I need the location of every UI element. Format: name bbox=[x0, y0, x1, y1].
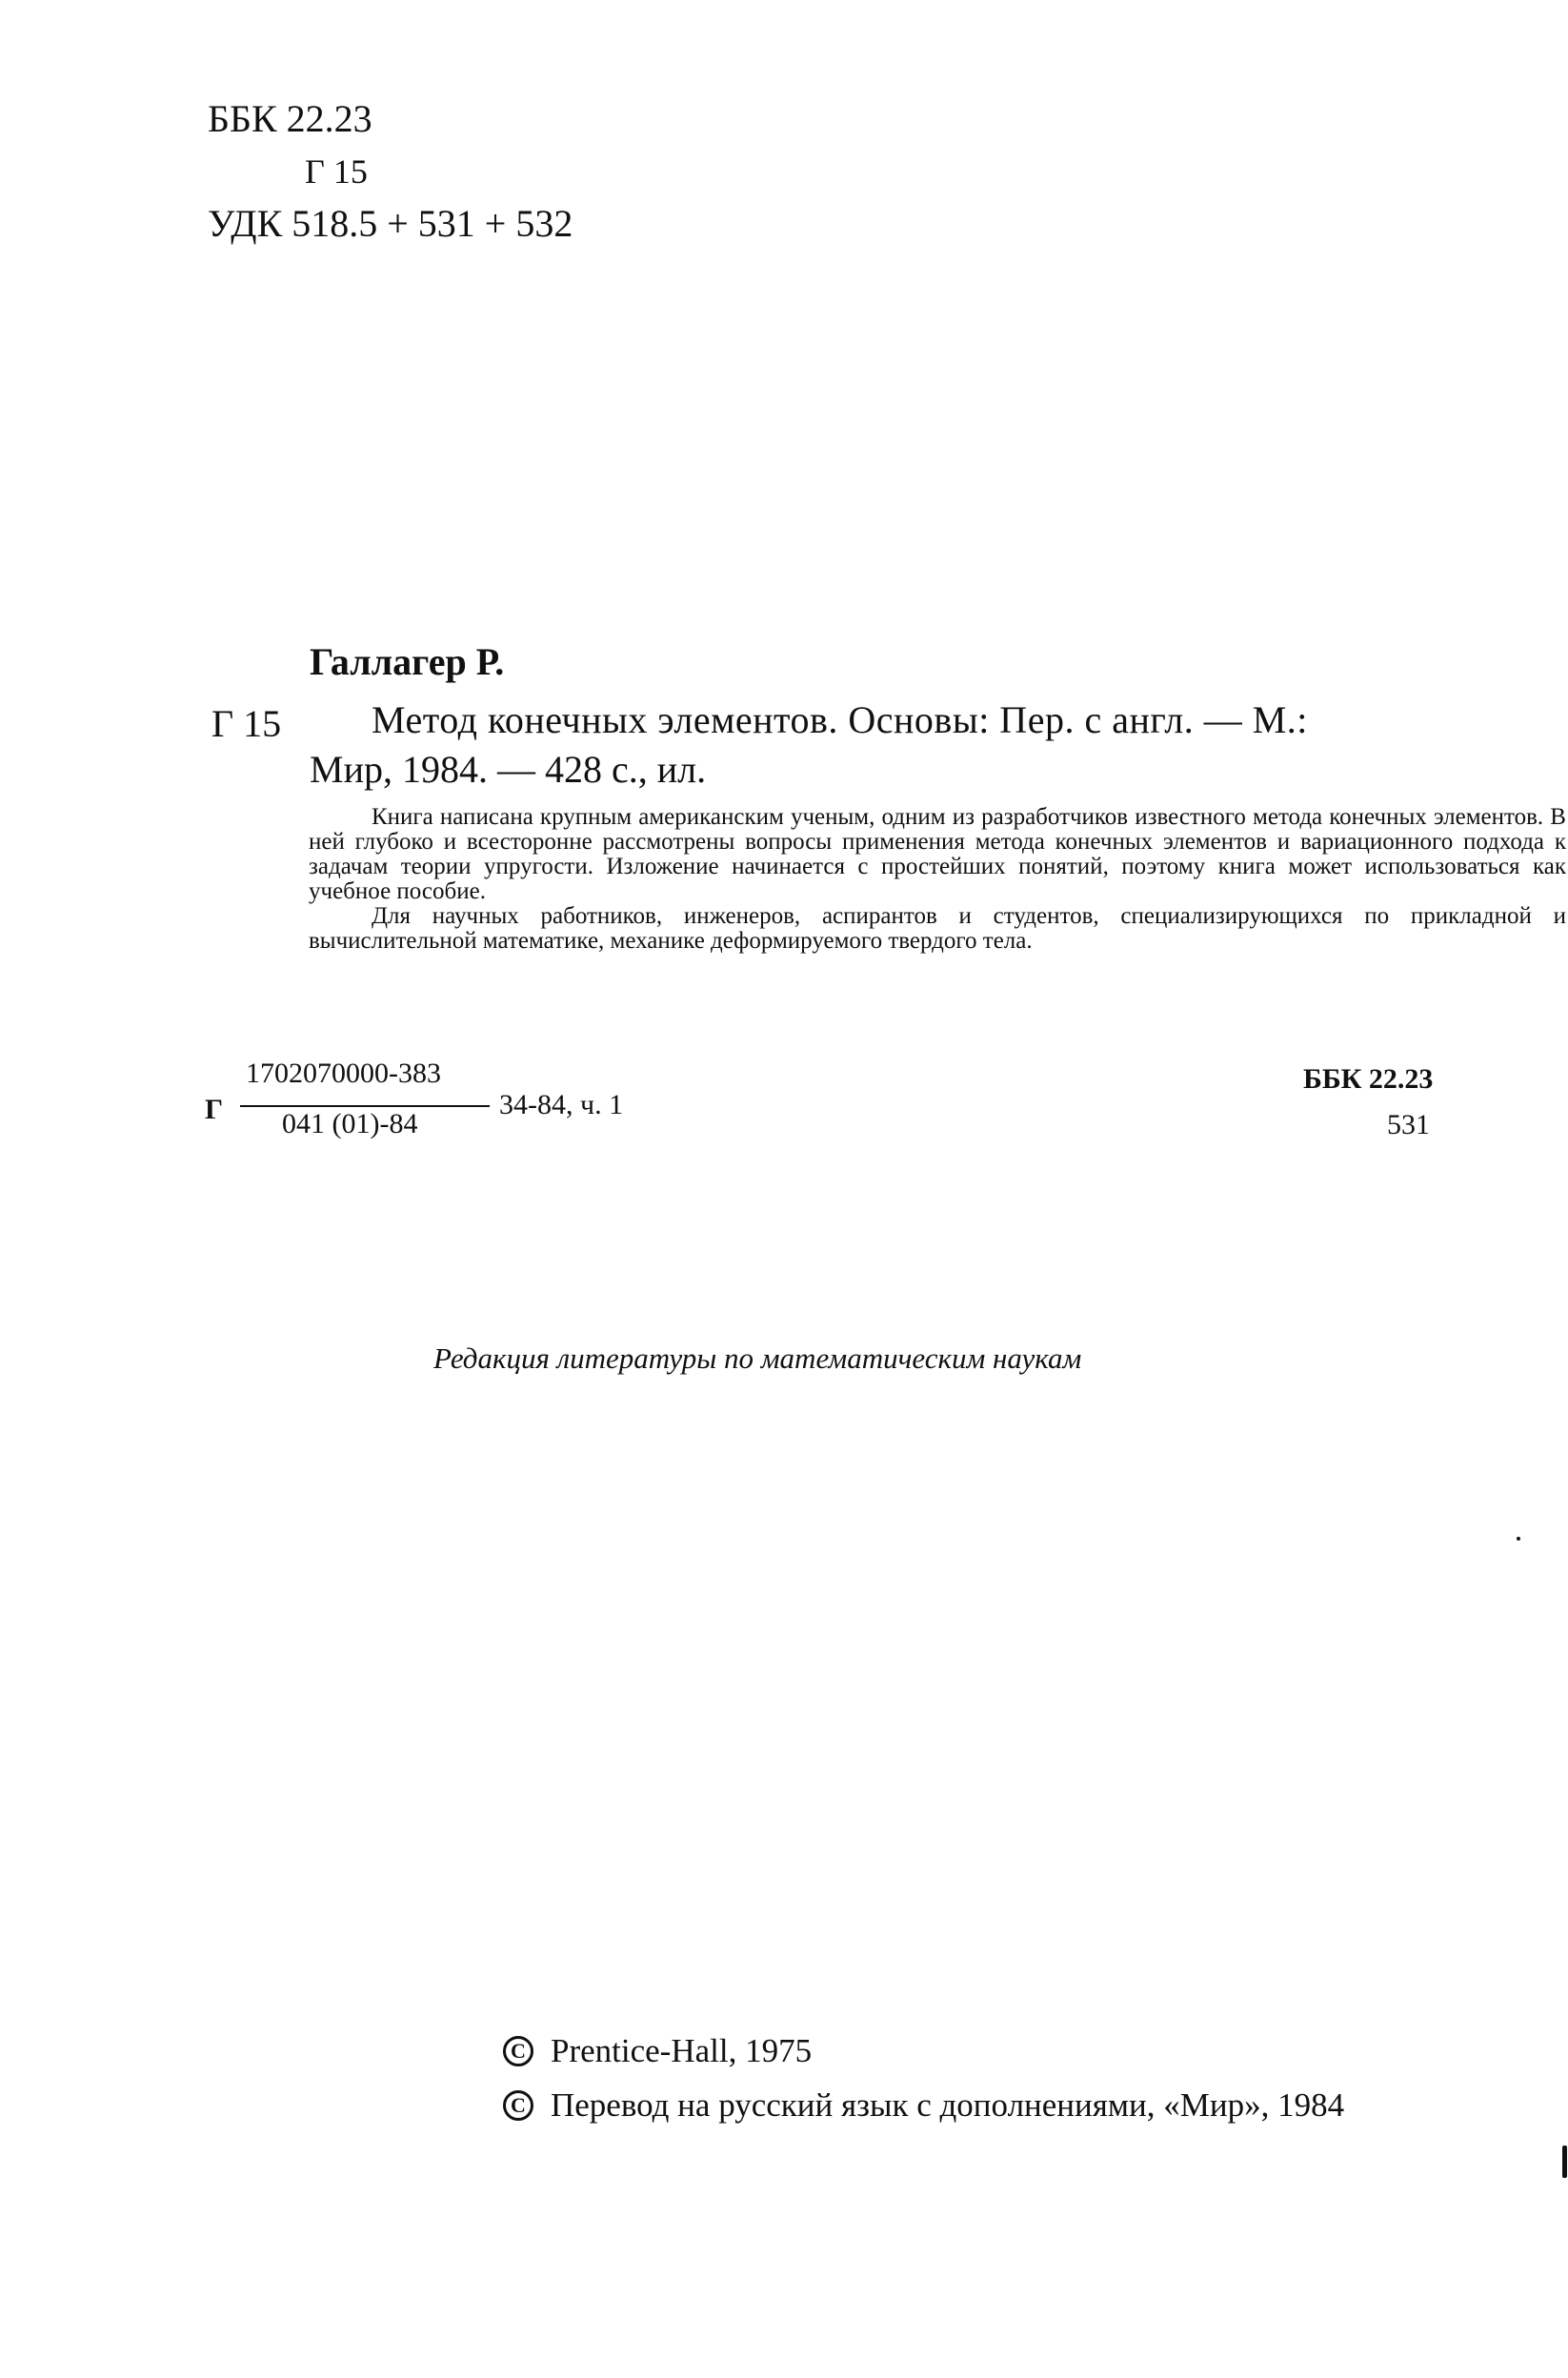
bbk-header: ББК 22.23 bbox=[208, 97, 372, 140]
index-denominator: 041 (01)-84 bbox=[282, 1108, 418, 1139]
entry-code: Г 15 bbox=[211, 702, 282, 745]
copyright-text-1: Prentice-Hall, 1975 bbox=[551, 2032, 813, 2069]
entry-title-line2: Мир, 1984. — 428 с., ил. bbox=[310, 748, 707, 791]
index-bbk: ББК 22.23 bbox=[1303, 1063, 1434, 1095]
author-name: Галлагер Р. bbox=[310, 640, 505, 683]
annotation-paragraph-2: Для научных работников, инженеров, аспирантов и студентов, специализирующихся по прикладной и вычислительной математике, механике деформируемого твердого тела. bbox=[309, 903, 1566, 954]
copyright-line-1 bbox=[503, 2034, 812, 2069]
annotation-paragraph-1: Книга написана крупным американским ученым, одним из разработчиков известного метода конечных элементов. В ней глубоко и всесторонне рассмотрены вопросы применения метода конечных элементов и вариационного подхода к задачам теории упругости. Изложение начинается с простейших понятий, поэтому книга может использоваться как учебное пособие. bbox=[309, 804, 1566, 904]
entry-title-line1: Метод конечных элементов. Основы: Пер. с англ. — М.: bbox=[372, 698, 1308, 741]
author-sign-header: Г 15 bbox=[305, 152, 368, 191]
index-suffix: 34-84, ч. 1 bbox=[499, 1089, 624, 1120]
annotation bbox=[309, 805, 1566, 954]
copyright-text-2: Перевод на русский язык с дополнениями, «Мир», 1984 bbox=[551, 2086, 1345, 2124]
editorial-note: Редакция литературы по математическим наукам bbox=[433, 1341, 1082, 1375]
index-numerator: 1702070000-383 bbox=[246, 1058, 441, 1089]
copyright-line-2 bbox=[503, 2088, 1344, 2124]
scan-speck bbox=[1517, 1537, 1520, 1541]
copyright-icon: C bbox=[503, 2036, 533, 2066]
udk-header: УДК 518.5 + 531 + 532 bbox=[208, 202, 573, 245]
scan-speck bbox=[1562, 2146, 1567, 2178]
index-letter: Г bbox=[205, 1094, 224, 1125]
copyright-icon: C bbox=[503, 2090, 533, 2121]
fraction-line bbox=[240, 1105, 490, 1107]
index-bbk-sub: 531 bbox=[1387, 1109, 1430, 1140]
